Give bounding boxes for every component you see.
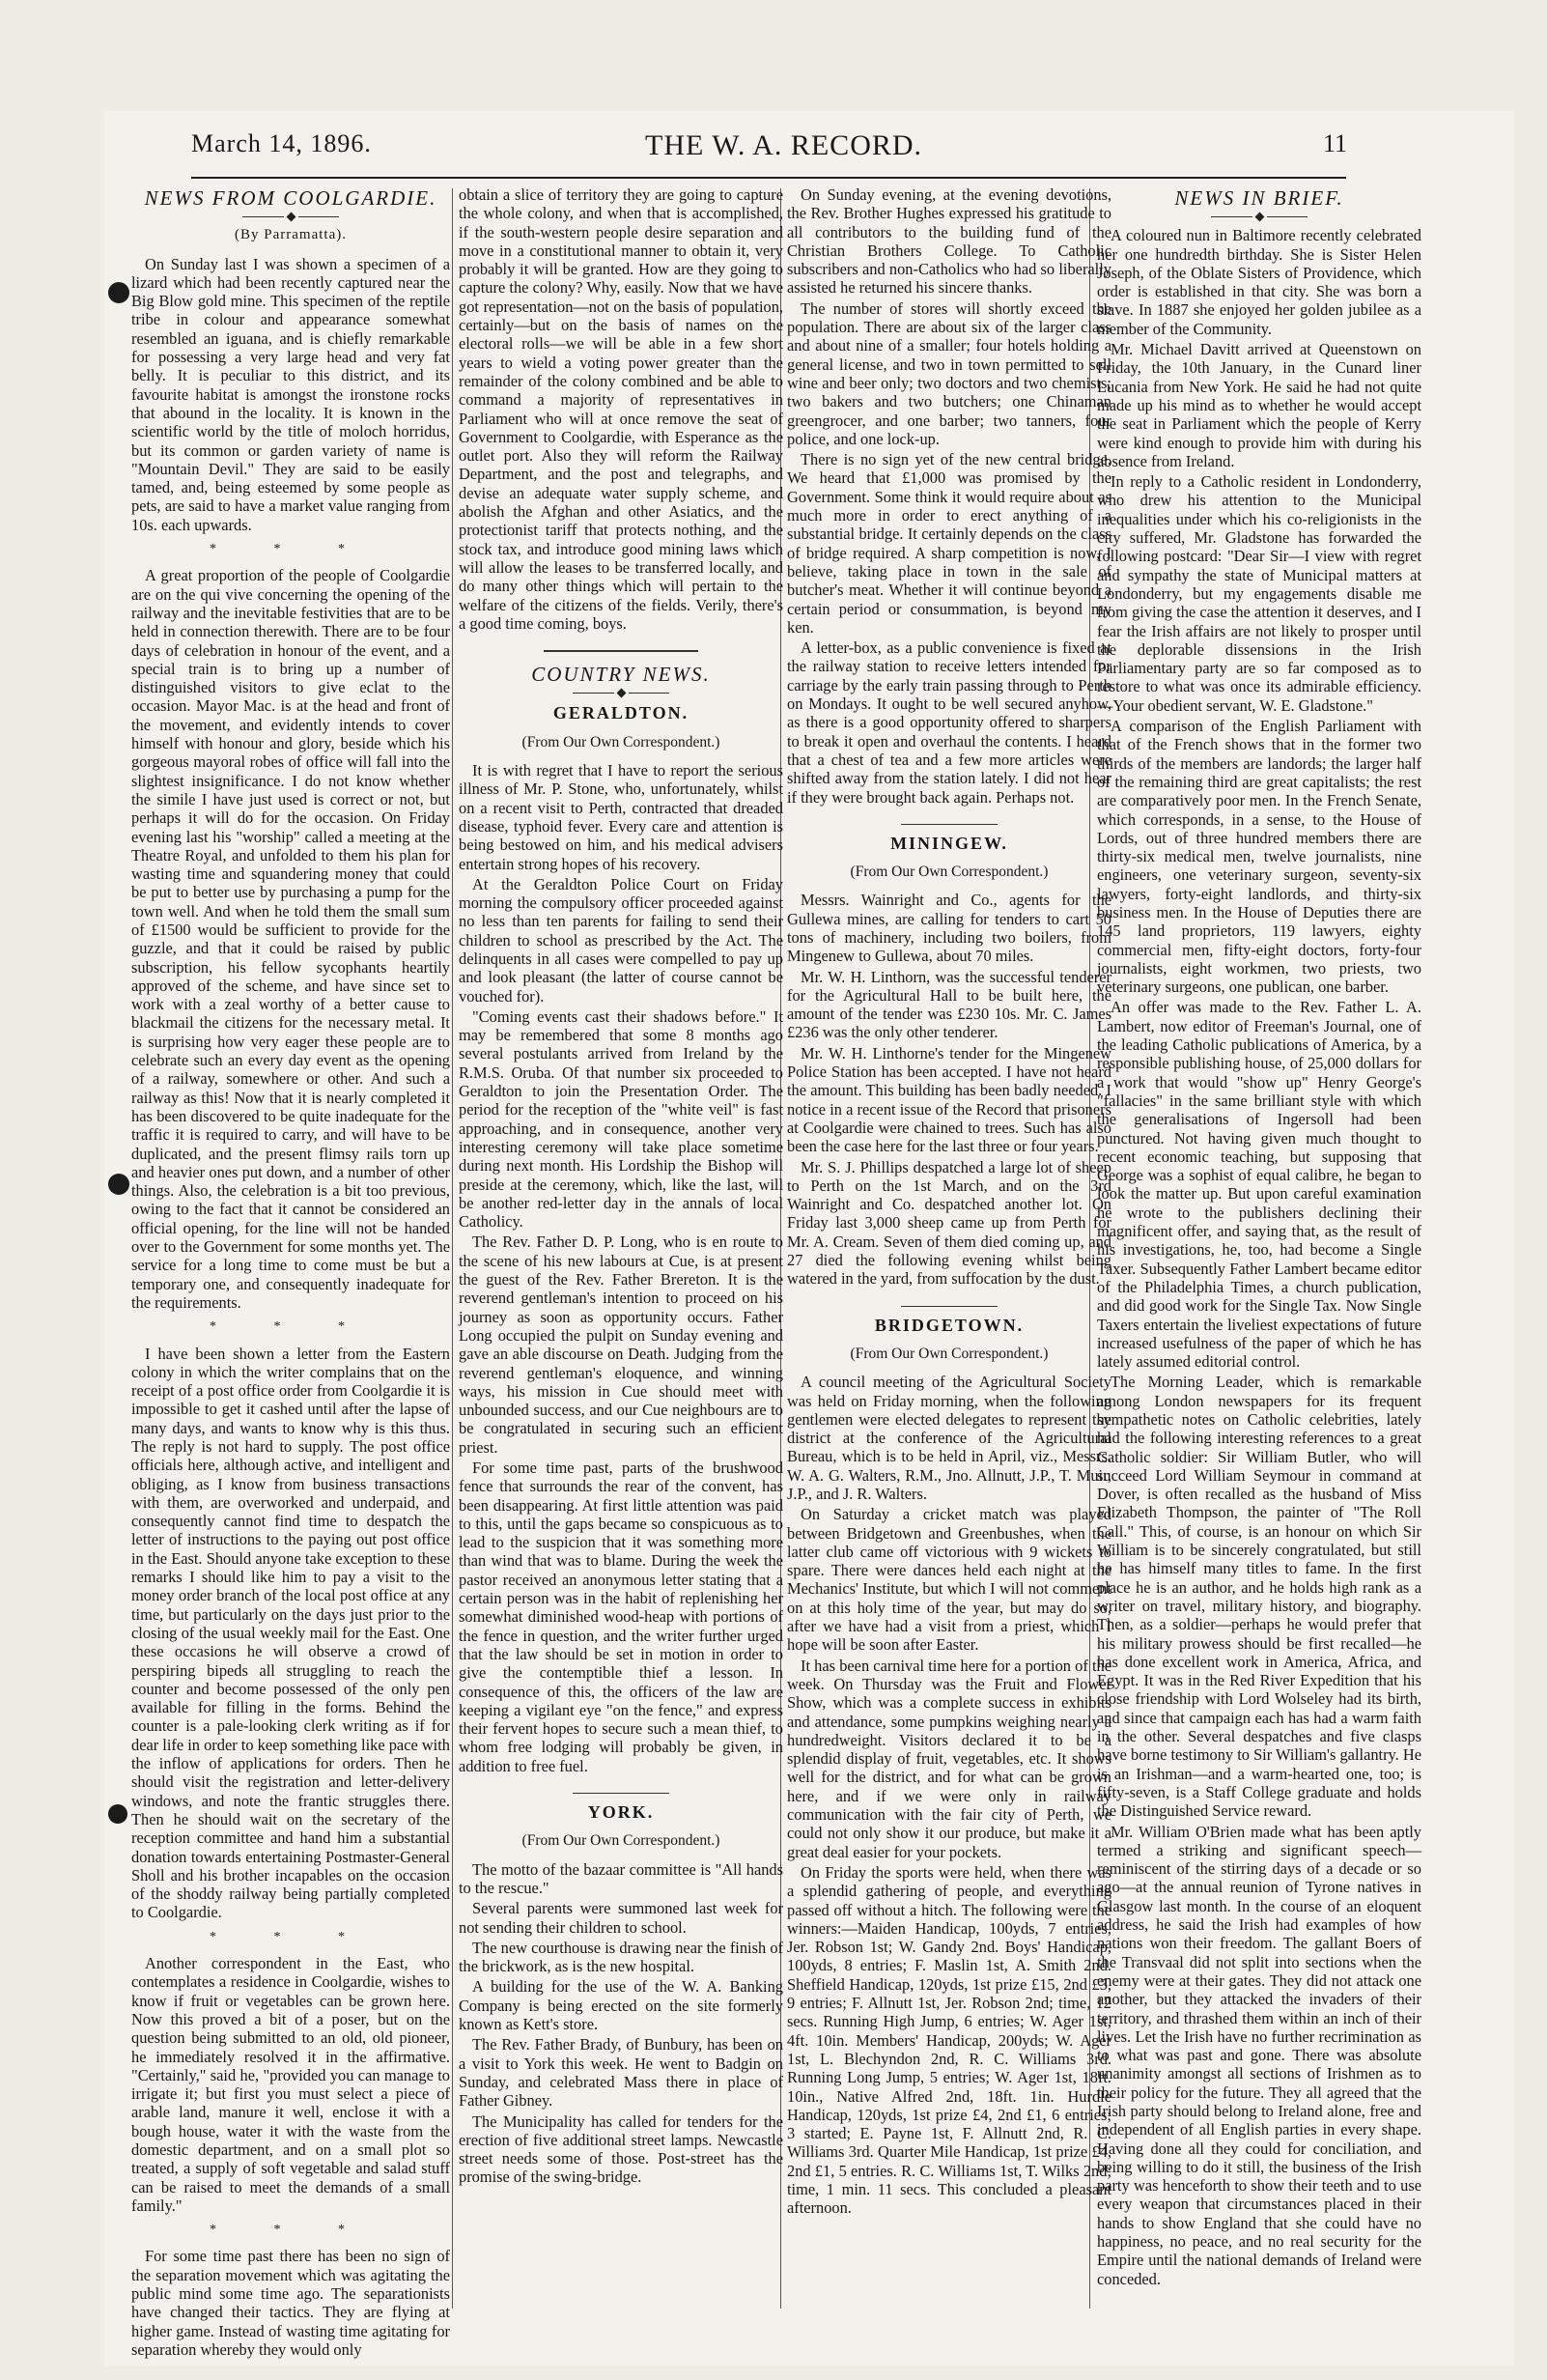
correspondent-credit: (From Our Own Correspondent.): [521, 1832, 720, 1850]
ornament-divider: [242, 213, 339, 220]
section-rule: [901, 1306, 998, 1307]
article-paragraph: Messrs. Wainright and Co., agents for the Gullewa mines, are calling for tenders to cart 50 tons of machinery, including two boilers, from Mingenew to Gullewa, about 70 miles.: [787, 891, 1111, 966]
article-paragraph: The motto of the bazaar committee is "All hands to the rescue.": [459, 1859, 783, 1897]
article-paragraph: A council meeting of the Agricultural Society was held on Friday morning, when the following gentlemen were elected delegates to represent the district at the conference of the Agricultural Bureau, which is to be held in April, viz., Messrs. W. A. G. Walters, R.M., Jno. Allnutt, J.P., T. Muir, J.P., and J. R. Walters.: [787, 1373, 1111, 1503]
article-paragraph: In reply to a Catholic resident in Londonderry, who drew his attention to the Municipal inequalities under which his co-religionists in the city suffered, Mr. Gladstone has forwarded the following postcard: "Dear Sir—I view with regret and sympathy the state of Municipal matters at Londonderry, but my engagements disable me from giving the case the attention it deserves, and I fear the Irish affairs are not likely to prosper until the deplorable dissensions in the Irish Parliamentary party are so far composed as to restore to what was once its admirable efficiency.—Your obedient servant, W. E. Gladstone.": [1097, 472, 1421, 715]
article-paragraph: For some time past, parts of the brushwood fence that surrounds the rear of the convent, has been disappearing. At first little attention was paid to this, until the gaps became so conspicuous as to lead to the suspicion that it was something more than wind that was to blame. During the week the pastor received an anonymous letter stating that a certain person was in the habit of replenishing her somewhat diminished wood-heap with portions of the fence in question, and the writer further urged that the law should be set in motion in order to give the contemptible thief a lesson. In consequence of this, the officers of the law are keeping a vigilant eye "on the fence," and express their fervent hopes to secure such a mean thief, to whom free lodging will probably be given, in addition to free fuel.: [459, 1459, 783, 1775]
article-paragraph: The new courthouse is drawing near the finish of the brickwork, as is the new hospital.: [459, 1938, 783, 1976]
article-paragraph: Mr. William O'Brien made what has been aptly termed a striking and significant speech—reminiscent of the stirring days of a decade or so ago—at the annual reunion of Tyrone natives in Glasgow last month. In the course of an eloquent address, he said the Irish had examples of how nations won their freedom. The gallant Boers of the Transvaal did not split into sections when the enemy were at their gates. They did not attack one another, but they attacked the invaders of their territory, and thrashed them within an inch of their lives. Let the Irish have no further recrimination as to what was past and gone. There was absolute unanimity amongst all sections of Irishmen as to their policy for the future. They all agreed that the Irish party should belong to Ireland alone, free and independent of all English parties in every shape. Having done all they could for conciliation, and being willing to do it still, the business of the Irish party was henceforth to show their teeth and to use every weapon that circumstances placed in their hands to show England that she could have no happiness, no peace, and no real security for the Empire until the national demands of Ireland were conceded.: [1097, 1822, 1421, 2288]
correspondent-credit: (From Our Own Correspondent.): [850, 864, 1049, 881]
article-paragraph: On Friday the sports were held, when there was a splendid gathering of people, and everything passed off without a hitch. The following were the winners:—Maiden Handicap, 100yds, 7 entries, Jer. Robson 1st; W. Gandy 2nd. Boys' Handicap, 100yds, 8 entries; F. Maslin 1st, A. Smith 2nd. Sheffield Handicap, 120yds, 1st prize £15, 2nd £3, 9 entries; F. Allnutt 1st, Jer. Robson 2nd; time, 12 secs. Running High Jump, 6 entries; W. Ager 1st, 4ft. 10in. Members' Handicap, 200yds; W. Ager 1st, L. Blechyndon 2nd, R. C. Williams 3rd. Running Long Jump, 5 entries; W. Ager 1st, 18ft. 10in., Native Alfred 2nd, 18ft. 1in. Hurdle Handicap, 120yds, 1st prize £4, 2nd £1, 6 entries; 3 started; E. Payne 1st, F. Allnutt 2nd, R. C. Williams 3rd. Quarter Mile Handicap, 1st prize £4, 2nd £1, 5 entries. R. C. Williams 1st, T. Wilks 2nd; time, 1 min. 11 secs. This concluded a pleasant afternoon.: [787, 1862, 1111, 2218]
subsection-title-bridgetown: BRIDGETOWN.: [874, 1315, 1025, 1335]
subsection-title-york: YORK.: [587, 1802, 655, 1823]
article-paragraph: It is with regret that I have to report the serious illness of Mr. P. Stone, who, unfortunately, whilst on a recent visit to Perth, contracted that dreaded disease, typhoid fever. Every care and attention is being bestowed on him, and his medical advisers entertain strong hopes of his recovery.: [459, 761, 783, 873]
article-paragraph: Mr. W. H. Linthorne's tender for the Mingenew Police Station has been accepted. I have not heard the amount. This building has been badly needed. I notice in a recent issue of the Record that prisoners at Coolgardie were chained to trees. Such has also been the case here for the last three or four years.: [787, 1043, 1111, 1156]
article-paragraph: The Morning Leader, which is remarkable among London newspapers for its frequent sympathetic notes on Catholic celebrities, lately had the following interesting references to a great Catholic soldier: Sir William Butler, who will succeed Lord William Seymour in command at Dover, is often recalled as the husband of Miss Elizabeth Thompson, the painter of "The Roll Call." This, of course, is an honour on which Sir William is to be sincerely congratulated, but still he has himself many titles to fame. In the first place he is an author, and he holds high rank as a writer on travel, military history, and biography. Then, as a soldier—perhaps he would prefer that his military prowess should be first recalled—he has done excellent work in America, Africa, and Egypt. It was in the Red River Expedition that his close friendship with Lord Wolseley had its birth, and since that campaign each has had a warm faith in the other. Several despatches and five clasps have borne testimony to Sir William's gallantry. He is an Irishman—and a warm-hearted one, too; is fifty-seven, is a Staff College graduate and holds the Distinguished Service reward.: [1097, 1373, 1421, 1821]
article-paragraph: A coloured nun in Baltimore recently celebrated her one hundredth birthday. She is Sister Helen Joseph, of the Oblate Sisters of Providence, which order is established in that city. She was born a slave. In 1887 she enjoyed her golden jubilee as a member of the Community.: [1097, 226, 1421, 338]
correspondent-credit: (From Our Own Correspondent.): [850, 1345, 1049, 1362]
masthead-rule: [191, 177, 1346, 179]
column-rule: [452, 188, 453, 2309]
article-paragraph: An offer was made to the Rev. Father L. A. Lambert, now editor of Freeman's Journal, one of the leading Catholic publications of America, by a responsible publishing house, of 25,000 dollars for a work that would "show up" Henry George's "fallacies" in the same brilliant style with which the generalisations of Ingersoll had been punctured. Not having given much thought to recent economic teaching, but supposing that George was a sophist of equal calibre, he began to look the matter up. But upon careful examination he wrote to the publishers declining their magnificent offer, and saying that, as the result of his investigations, he, too, had become a Single Taxer. Subsequently Father Lambert became editor of the Philadelphia Times, a church publication, and did good work for the Single Tax. Now Single Taxers entertain the liveliest expectations of future increased usefulness of the paper of which he has lately assumed editorial control.: [1097, 998, 1421, 1372]
column-2: [459, 185, 783, 2330]
article-paragraph: A great proportion of the people of Coolgardie are on the qui vive concerning the opening of the railway and the inevitable festivities that are to be held in connection therewith. There are to be four days of celebration in honour of the event, and a special train is to bring up a number of distinguished visitors to give eclat to the occasion. Mayor Mac. is at the head and front of the movement, and evidently intends to cover himself with honour and glory, beside which his gorgeous mayoral robes of office will fall into the slightest insignificance. I do not know whether the simile I have just used is correct or not, but perhaps it will do for the occasion. On Friday evening last his "worship" called a meeting at the Theatre Royal, and unfolded to them his plan for wasting time and squandering money that could be put to better use by purchasing a pump for the town well. And when he told them the small sum of £1500 would be sufficient to provide for the guzzle, and that it could be raised by public subscription, his fellow sycophants heartily approved of the scheme, and have since set to work with a zeal worthy of a better cause to blackmail the citizens for the necessary metal. It is surprising how very eager these people are to celebrate such an every day event as the opening of a railway, somewhere or other. And such a railway as this! Now that it is nearly completed it has been discovered to be quite inadequate for the traffic it is required to carry, and will have to be duplicated, and the present flimsy rails torn up and heavier ones put down, and a number of other things. Also, the celebration is a bit too previous, owing to the fact that it cannot be considered an official opening, for the line will not be handed over to the Government for some months yet. The service for a long time to come must be but a temporary one, and consequently inadequate for the requirements.: [131, 566, 450, 1312]
article-paragraph: On Sunday evening, at the evening devotions, the Rev. Brother Hughes expressed his gratitude to all contributors to the building fund of the Christian Brothers College. To Catholic subscribers and non-Catholics who had so liberally assisted he returned his sincere thanks.: [787, 185, 1111, 298]
issue-date: March 14, 1896.: [191, 129, 372, 157]
article-paragraph: A letter-box, as a public convenience is fixed at the railway station to receive letters intended for carriage by the early train passing through to Perth on Mondays. It ought to be well secured anyhow, as there is a good opportunity offered to sharpers to break it open and overhaul the contents. I heard that a chest of tea and a few more articles were shifted away from the station lately. I did not hear if they were brought back again. Perhaps not.: [787, 638, 1111, 807]
article-paragraph: Another correspondent in the East, who contemplates a residence in Coolgardie, wishes to know if fruit or vegetables can be grown here. Now this proved a bit of a poser, but on the question being submitted to an old, old pioneer, he immediately resolved it in the affirmative. "Certainly," said he, "provided you can manage to irrigate it; but first you must select a piece of arable land, manure it well, enclose it with a bough house, water it with the waste from the domestic department, and on a small plot so treated, a supply of soft vegetable and salad stuff can be raised to meet the demands of a small family.": [131, 1954, 450, 2215]
article-paragraph: The Rev. Father D. P. Long, who is en route to the scene of his new labours at Cue, is at present the guest of the Rev. Father Brereton. It is the reverend gentleman's intention to proceed on his journey as soon as opportunity occurs. Father Long occupied the pulpit on Sunday evening and gave an able discourse on Death. Judging from the reverend gentleman's eloquence, and winning ways, his mission in Cue should meet with unbounded success, and our Cue neighbours are to be congratulated in securing such an efficient priest.: [459, 1232, 783, 1457]
article-paragraph: The number of stores will shortly exceed the population. There are about six of the larger class and about nine of a smaller; four hotels holding a general license, and two in town permitted to sell wine and beer only; two doctors and two chemists; two bakers and two butchers; one Chinaman greengrocer, and one barber; two tanners, four police, and one lock-up.: [787, 298, 1111, 448]
section-title-country-news: COUNTRY NEWS.: [531, 663, 711, 687]
column-1: [131, 185, 450, 2359]
section-rule: [544, 650, 698, 652]
column-3: [787, 185, 1111, 2330]
page-number: 11: [1323, 129, 1348, 157]
column-4: [1097, 185, 1421, 2330]
article-paragraph: There is no sign yet of the new central bridge. We heard that £1,000 was promised by the Government. Some think it would require about as much more in order to erect anything of a substantial bridge. It certainly depends on the class of bridge required. A sharp competition is now, I believe, taking place in town in the sale of butcher's meat. Whether it will continue beyond a certain period or consummation, is beyond my ken.: [787, 450, 1111, 637]
article-paragraph: On Sunday last I was shown a specimen of a lizard which had been recently captured near the Big Blow gold mine. This specimen of the reptile tribe in colour and appearance somewhat resembled an iguana, and is chiefly remarkable for possessing a very large head and very fat belly. It is peculiar to this district, and its favourite habitat is amongst the ironstone rocks that abound in the locality. It is known in the scientific world by the title of moloch horridus, but its common or garden variety of name is "Mountain Devil." They are said to be easily tamed, and, being esteemed by some people as pets, are said to have a market value ranging from 10s. each upwards.: [131, 254, 450, 534]
article-paragraph: The Rev. Father Brady, of Bunbury, has been on a visit to York this week. He went to Badgin on Sunday, and celebrated Mass there in place of Father Gibney.: [459, 2035, 783, 2111]
section-break-stars: * * *: [210, 2223, 372, 2238]
article-paragraph: For some time past there has been no sign of the separation movement which was agitating the public mind some time ago. The separationists have changed their tactics. They are flying at higher game. Instead of wasting time agitating for separation whereby they would only: [131, 2247, 450, 2359]
article-paragraph: obtain a slice of territory they are going to capture the whole colony, and when that is accomplished, if the south-western people desire separation and move in a constitutional manner to obtain it, very probably it will be granted. How are they going to capture the colony? Why, easily. Now that we have got representation—not on the basis of population, certainly—but on the basis of names on the electoral rolls—we will be able in a few short years to wield a voting power greater than the remainder of the colony combined and be able to command a majority of representatives in Parliament who will at once remove the seat of Government to Coolgardie, with Esperance as the outlet port. Also they will reform the Railway Department, and the post and telegraphs, and devise an adequate water supply scheme, and abolish the Afghan and other Asiatics, and the protectionist tariff that protects nothing, and the stock tax, and introduce good mining laws which will allow the leases to be transferred locally, and do many other things which will pertain to the welfare of the citizens of the fields. Verily, there's a good time coming, boys.: [459, 185, 783, 633]
article-paragraph: Mr. S. J. Phillips despatched a large lot of sheep to Perth on the 1st March, and on the 3rd Wainright and Co. despatched another lot. On Friday last 3,000 sheep came up from Perth for Mr. A. Cream. Seven of them died coming up, and 27 died the following evening whilst being watered in the yard, from suffocation by the dust.: [787, 1157, 1111, 1289]
article-paragraph: Several parents were summoned last week for not sending their children to school.: [459, 1899, 783, 1937]
ornament-divider: [1211, 213, 1308, 220]
article-paragraph: A comparison of the English Parliament with that of the French shows that in the former two thirds of the members are landords; the larger half of the remaining third are great capitalists; the rest are comparatively poor men. In the French Senate, which corresponds, in a sense, to the House of Lords, out of three hundred members there are thirty-six medical men, twelve journalists, nine engineers, one veterinary surgeon, seventy-six lawyers, forty-eight landlords, and thirty-six business men. In the House of Deputies there are 145 land proprietors, 119 lawyers, eighty commercial men, fifty-eight doctors, forty-four journalists, eight workmen, two priests, two veterinary surgeons, one publican, one barber.: [1097, 717, 1421, 997]
subsection-title-geraldton: GERALDTON.: [552, 703, 689, 723]
section-title-news-in-brief: NEWS IN BRIEF.: [1174, 186, 1344, 210]
article-paragraph: At the Geraldton Police Court on Friday morning the compulsory officer proceeded against no less than ten parents for failing to send their children to school as prescribed by the Act. The delinquents in all cases were compelled to pay up and look pleasant (the latter of course cannot be vouched for).: [459, 874, 783, 1006]
article-paragraph: "Coming events cast their shadows before." It may be remembered that some 8 months ago several postulants arrived from Ireland by the R.M.S. Oruba. Of that number six proceeded to Geraldton to join the Presentation Order. The period for the reception of the "white veil" is fast approaching, and in consequence, another very interesting ceremony will take place sometime during next month. His Lordship the Bishop will preside at the ceremony, which, like the last, will be another red-letter day in the annals of local Catholicy.: [459, 1006, 783, 1232]
ink-blot-mark: [108, 282, 129, 303]
section-rule: [901, 824, 998, 825]
section-break-stars: * * *: [210, 542, 372, 557]
section-break-stars: * * *: [210, 1319, 372, 1335]
article-paragraph: A building for the use of the W. A. Banking Company is being erected on the site formerly known as Kett's store.: [459, 1977, 783, 2034]
correspondent-credit: (From Our Own Correspondent.): [521, 733, 720, 751]
section-rule: [573, 1793, 669, 1794]
article-paragraph: The Municipality has called for tenders for the erection of five additional street lamps. Newcastle street needs some of those. Post-street has the promise of the swing-bridge.: [459, 2111, 783, 2187]
article-paragraph: I have been shown a letter from the Eastern colony in which the writer complains that on the receipt of a post office order from Coolgardie it is impossible to get it cashed until after the lapse of many days, and wants to know why is this thus. The reply is not hard to supply. The post office officials here, although active, and intelligent and obliging, as I know from business transactions with them, are overworked and underpaid, and consequently cannot find time to despatch the letter of instructions to the paying out post office in the East. Should anyone take exception to these remarks I should like him to pay a visit to the money order branch of the local post office at any time, but particularly on the days just prior to the closing of the usual weekly mail for the East. One these occasions he will observe a crowd of perspiring bipeds all struggling to reach the counter and become possessed of the only pen available for filling in the forms. Behind the counter is a pale-looking clerk writing as if for dear life in order to keep something like pace with the inflow of applications for orders. Then he should visit the registration and letter-delivery windows, and note the frantic struggles there. Then he should wait on the secretary of the reception committee and hand him a substantial donation towards entertaining Postmaster-General Sholl and his brother incapables on the occasion of the shoddy railway being partially completed to Coolgardie.: [131, 1344, 450, 1922]
subsection-title-miningew: MININGEW.: [890, 833, 1008, 853]
section-title-coolgardie: NEWS FROM COOLGARDIE.: [144, 186, 437, 210]
article-paragraph: Mr. W. H. Linthorn, was the successful tenderer for the Agricultural Hall to be built here, the amount of the tender was £230 10s. Mr. C. James £236 was the only other tenderer.: [787, 967, 1111, 1042]
article-paragraph: On Saturday a cricket match was played between Bridgetown and Greenbushes, when the latter club came off victorious with 9 wickets to spare. There were dances held each night at the Mechanics' Institute, but which I will not comment on at this holy time of the year, but may do so, after we have had a visit from a priest, which I hope will be soon after Easter.: [787, 1505, 1111, 1655]
ink-blot-mark: [108, 1804, 127, 1824]
byline: (By Parramatta).: [235, 227, 347, 243]
ink-blot-mark: [108, 1174, 129, 1195]
article-paragraph: Mr. Michael Davitt arrived at Queenstown on Friday, the 10th January, in the Cunard liner Lucania from New York. He said he had not quite made up his mind as to whether he would accept the seat in Parliament which the people of Kerry were kind enough to provide him with during his absence from Ireland.: [1097, 340, 1421, 470]
ornament-divider: [573, 690, 669, 696]
newspaper-title: THE W. A. RECORD.: [645, 129, 923, 161]
section-break-stars: * * *: [210, 1929, 372, 1944]
article-paragraph: It has been carnival time here for a portion of the week. On Thursday was the Fruit and Flower Show, which was a complete success in exhibits and attendance, some pumpkins weighing nearly a hundredweight. Visitors declared it to be a splendid display of fruit, vegetables, etc. It shows well for the district, and for what can be grown here, and if we were only in railway communication with the fair city of Perth, we could not only show it our produce, but make it a great deal easier for your pockets.: [787, 1656, 1111, 1861]
